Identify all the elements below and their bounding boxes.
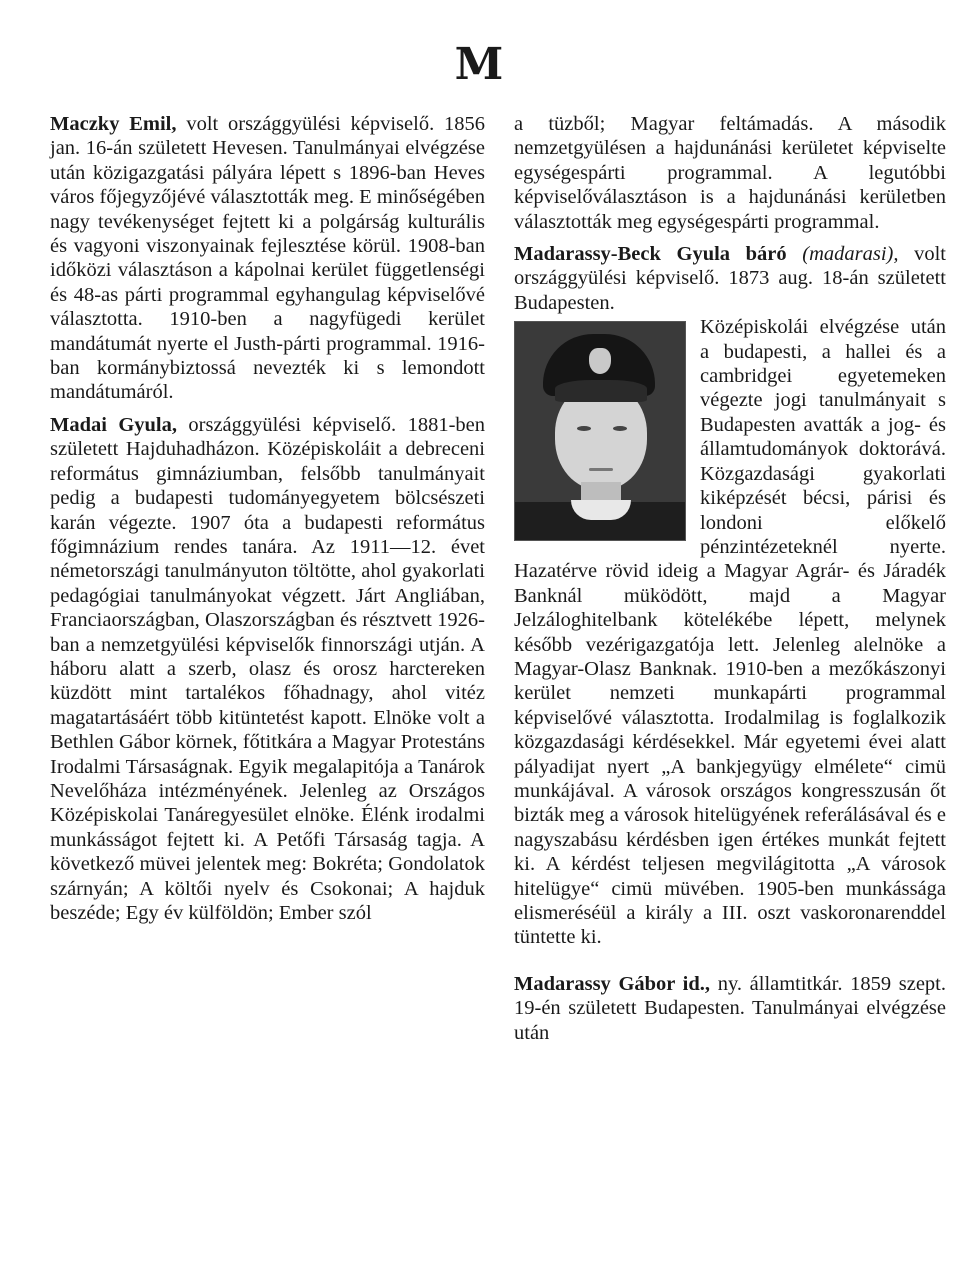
entry-maczky-emil	[50, 112, 485, 405]
portrait-mouth	[589, 468, 613, 471]
entry-text: ny. államtitkár. 1859 szept. 19-én született Budapesten. Tanulmányai elvégzése után	[514, 972, 946, 1044]
portrait-hair	[555, 380, 647, 402]
entry-name: Maczky Emil,	[50, 113, 177, 135]
entry-madarassy-beck-gyula-body	[514, 315, 946, 950]
entry-name: Madarassy-Beck Gyula báró	[514, 243, 787, 266]
right-column	[514, 112, 946, 1045]
entry-title: (madarasi),	[802, 243, 899, 266]
entry-continuation: a tüzből; Magyar feltámadás. A második nemzetgyülésen a hajdunánási kerületet képviselte egységespárti programmal. A legutóbbi képviselőválasztáson is a hajdunánási kerületben választották meg egységespárti programmal.	[514, 113, 946, 233]
entry-name: Madarassy Gábor id.,	[514, 972, 711, 995]
left-column	[50, 112, 485, 925]
entry-madarassy-gabor	[514, 972, 946, 1045]
section-letter: M	[454, 39, 506, 90]
entry-madai-gyula	[50, 413, 485, 926]
portrait-photo	[514, 321, 686, 541]
entry-name: Madai Gyula,	[50, 413, 177, 436]
entry-text-intro: volt országgyülési képviselő. 1873 aug. 18-án született Budapesten.	[514, 243, 947, 314]
entry-text: országgyülési képviselő. 1881-ben született Hajduhadházon. Középiskoláit a debreceni református gimnáziumban, felsőbb tanulmányait pedig a budapesti tudományegyetem bölcsészeti karán végezte. 1907 óta a budapesti református főgimnázium rendes tanára. Az 1911—12. évet németországi tanulmányuton töltötte, ahol gyakorlati pedagógiai tanulmányokat végzett. Járt Angliában, Franciaországban, Olaszországban és résztvett 1926-ban a nemzetgyülési képviselők finnországi utján. A háboru alatt a szerb, olasz és orosz harctereken küzdött mint tartalékos főhadnagy, ahol vitéz magatartásáért több kitüntetést kapott. Elnöke volt a Bethlen Gábor körnek, főtitkára a Magyar Protestáns Irodalmi Társaságnak. Egyik megalapitója a Tanárok Nevelőháza intézményének. Jelenleg az Országos Középiskolai Tanáregyesület elnöke. Élénk irodalmi munkásságot fejtett ki. A Petőfi Társaság tagja. A következő müvei jelentek meg: Bokréta; Gondolatok szárnyán; A költői nyelv és Csokonai; A hajduk beszéde; Egy év külföldön; Ember szól	[50, 413, 485, 924]
entry-text: volt országgyülési képviselő. 1856 jan. 16-án született Hevesen. Tanulmányai elvégzése után közigazgatási pályára lépett s 1896-ban Heves város főjegyzőjévé választották meg. E minőségében nagy tevékenységet fejtett ki a polgárság kulturális és vagyoni viszonyainak fejlesztése körül. 1908-ban időközi választáson a kápolnai kerület függetlenségi és 48-as párti programmal egyhangulag képviselővé választotta. 1910-ben a nagyfügedi kerület mandátumát nyerte el Justh-párti programmal. 1916-ban kormánybiztossá nevezték ki s lemondott mandátumáról.	[50, 113, 485, 404]
entry-text-body: Középiskolái elvégzése után a budapesti, a hallei és a cambridgei egyetemeken végezte jogi tanulmányait s Budapesten avatták a jog- és államtudományok doktorává. Közgazdasági gyakorlati kiképzését bécsi, párisi és londoni előkelő pénzintézeteknél nyerte. Hazatérve rövid ideig a Magyar Agrár- és Járadék Banknál müködött, majd a Magyar Jelzáloghitelbank kötelékébe lépett, melynek később vezérigazgatója lett. Jelenleg alelnöke a Magyar-Olasz Banknak. 1910-ben a mezőkászonyi kerület nemzeti munkapárti programmal képviselővé választotta. Irodalmilag is foglalkozik közgazdasági kérdésekkel. Már egyetemi évei alatt pályadijat nyert „A bankjegyügy elmélete“ cimü munkájával. A városok országos kongresszusán őt bizták meg a városok hitelügyének referálásával és e nagyszabásu kérdésben igen értékes munkát fejtett ki. A kérdést teljesen megvilágitotta „A városok hitelügye“ cimü müvében. 1905-ben munkássága elismeréséül a király a III. oszt vaskoronarenddel tüntette ki.	[514, 316, 947, 949]
entry-madarassy-beck-gyula	[514, 242, 946, 315]
